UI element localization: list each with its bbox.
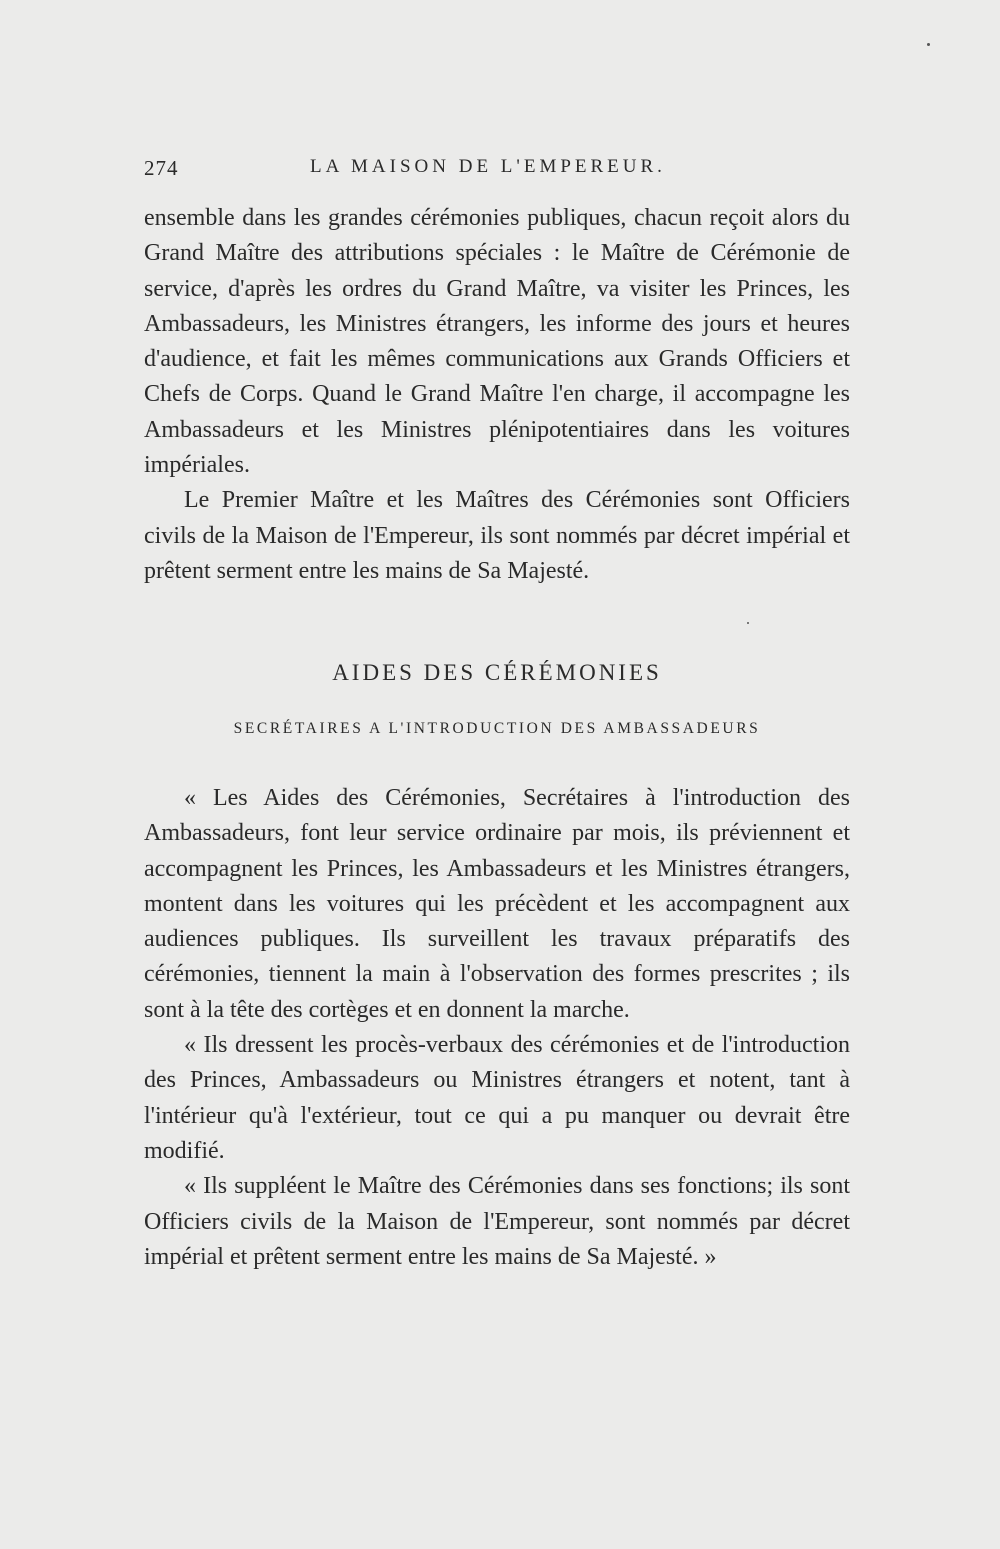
paper-speck bbox=[927, 43, 930, 46]
section-heading: AIDES DES CÉRÉMONIES bbox=[332, 660, 662, 685]
paragraph-continuation: ensemble dans les grandes cérémonies publiques, chacun reçoit alors du Grand Maître des attributions spéciales : le Maître de Cérémonie de service, d'après les ordres du Grand Maître, va visiter les Princes, les Ambassadeurs, les Ministres étrangers, les informe des jours et heures d'audience, et fait les mêmes communications aux Grands Officiers et Chefs de Corps. Quand le Grand Maître l'en charge, il accompagne les Ambassadeurs et les Ministres plénipotentiaires dans les voitures impériales. bbox=[144, 205, 850, 479]
text-block-continuation bbox=[144, 201, 850, 589]
paragraph-aides-service: « Les Aides des Cérémonies, Secrétaires à l'introduction des Ambassadeurs, font leur service ordinaire par mois, ils préviennent et accompagnent les Princes, les Ambassadeurs et les Ministres étrangers, montent dans les voitures qui les précèdent et les accompagnent aux audiences publiques. Ils surveillent les travaux préparatifs des cérémonies, tiennent la main à l'observation des formes prescrites ; ils sont à la tête des cortèges et en donnent la marche. bbox=[144, 785, 850, 1023]
section-subheading: SECRÉTAIRES A L'INTRODUCTION DES AMBASSADEURS bbox=[233, 720, 761, 737]
page-number: 274 bbox=[144, 156, 179, 180]
paragraph-premier-maitre: Le Premier Maître et les Maîtres des Cérémonies sont Officiers civils de la Maison de l'Empereur, ils sont nommés par décret impérial et prêtent serment entre les mains de Sa Majesté. bbox=[144, 487, 850, 584]
paper-speck bbox=[747, 622, 749, 624]
paragraph-proces-verbaux: « Ils dressent les procès-verbaux des cérémonies et de l'introduction des Princes, Ambassadeurs ou Ministres étrangers et notent, tant à l'intérieur qu'à l'extérieur, tout ce qui a pu manquer ou devrait être modifié. bbox=[144, 1032, 850, 1164]
text-block-aides bbox=[144, 781, 850, 1275]
running-title: LA MAISON DE L'EMPEREUR. bbox=[310, 156, 666, 177]
paragraph-suppleent: « Ils suppléent le Maître des Cérémonies dans ses fonctions; ils sont Officiers civils de la Maison de l'Empereur, sont nommés par décret impérial et prêtent serment entre les mains de Sa Majesté. » bbox=[144, 1173, 850, 1270]
page-header bbox=[144, 156, 850, 186]
